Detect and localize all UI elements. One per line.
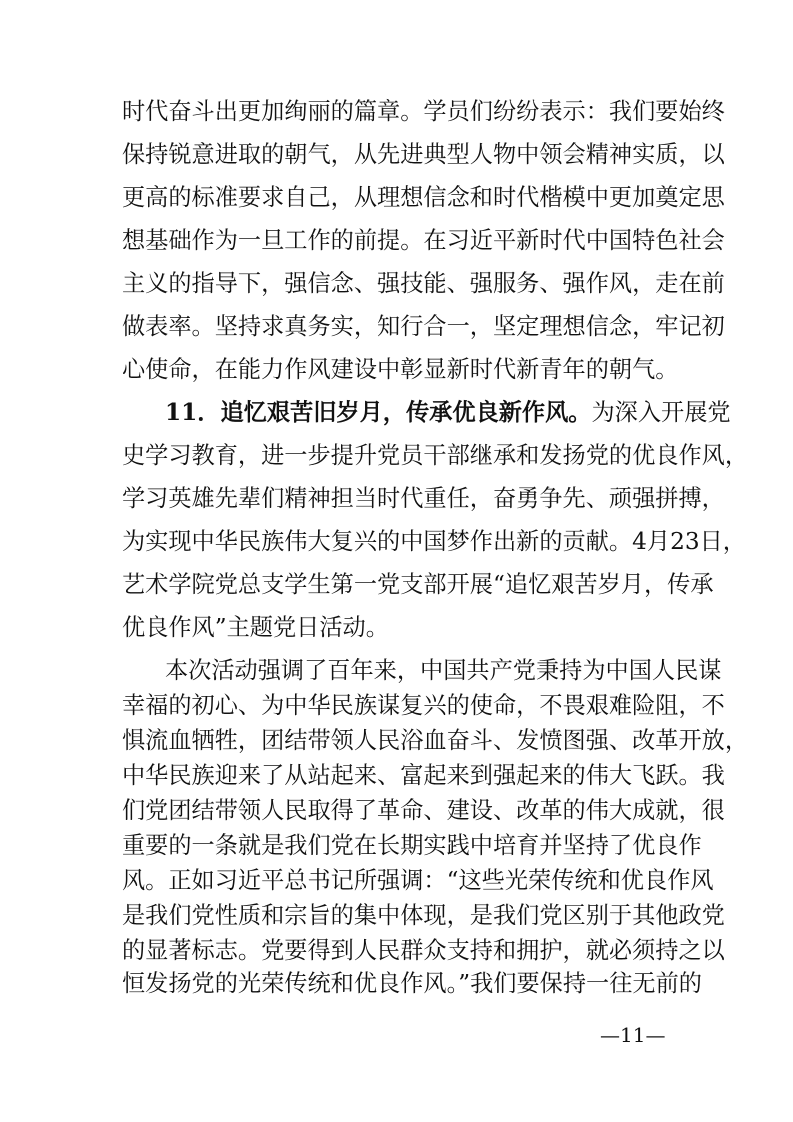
paragraph-line: 保持锐意进取的朝气，从先进典型人物中领会精神实质，以 — [122, 141, 725, 168]
paragraph-line: 做表率。坚持求真务实，知行合一，坚定理想信念，牢记初 — [122, 313, 725, 340]
paragraph-line: 优良作风”主题党日活动。 — [122, 614, 389, 641]
paragraph-line: 学习英雄先辈们精神担当时代重任，奋勇争先、顽强拼搏， — [122, 485, 725, 512]
paragraph-line: 们党团结带领人民取得了革命、建设、改革的伟大成就，很 — [122, 797, 725, 824]
paragraph-line: 幸福的初心、为中华民族谋复兴的使命，不畏艰难险阻，不 — [122, 692, 725, 719]
paragraph-line: 本次活动强调了百年来，中国共产党秉持为中国人民谋 — [165, 657, 722, 684]
paragraph-line: 为实现中华民族伟大复兴的中国梦作出新的贡献。4月23日， — [122, 528, 746, 555]
paragraph-line: 艺术学院党总支学生第一党支部开展“追忆艰苦岁月，传承 — [122, 571, 714, 598]
paragraph-line: 中华民族迎来了从站起来、富起来到强起来的伟大飞跃。我 — [122, 762, 725, 789]
paragraph-line: 主义的指导下，强信念、强技能、强服务、强作风，走在前 — [122, 270, 725, 297]
paragraph-line: 更高的标准要求自己，从理想信念和时代楷模中更加奠定思 — [122, 184, 725, 211]
paragraph-line: 风。正如习近平总书记所强调：“这些光荣传统和优良作风 — [122, 867, 714, 894]
paragraph-line: 重要的一条就是我们党在长期实践中培育并坚持了优良作 — [122, 832, 702, 859]
page-number: —11— — [600, 1023, 666, 1047]
paragraph-line: 是我们党性质和宗旨的集中体现，是我们党区别于其他政党 — [122, 902, 725, 929]
paragraph-line: 时代奋斗出更加绚丽的篇章。学员们纷纷表示：我们要始终 — [122, 98, 725, 125]
paragraph-line: 惧流血牺牲，团结带领人民浴血奋斗、发愤图强、改革开放， — [122, 727, 749, 754]
section-heading: 11．追忆艰苦旧岁月，传承优良新作风。 — [165, 399, 592, 426]
section-heading-line — [165, 398, 731, 428]
paragraph-line: 恒发扬党的光荣传统和优良作风。”我们要保持一往无前的 — [122, 970, 702, 997]
paragraph-line-rest: 为深入开展党 — [591, 399, 731, 426]
paragraph-line: 想基础作为一旦工作的前提。在习近平新时代中国特色社会 — [122, 227, 725, 254]
paragraph-line: 的显著标志。党要得到人民群众支持和拥护，就必须持之以 — [122, 937, 725, 964]
paragraph-line: 心使命，在能力作风建设中彰显新时代新青年的朝气。 — [122, 356, 679, 383]
paragraph-line: 史学习教育，进一步提升党员干部继承和发扬党的优良作风， — [122, 442, 749, 469]
